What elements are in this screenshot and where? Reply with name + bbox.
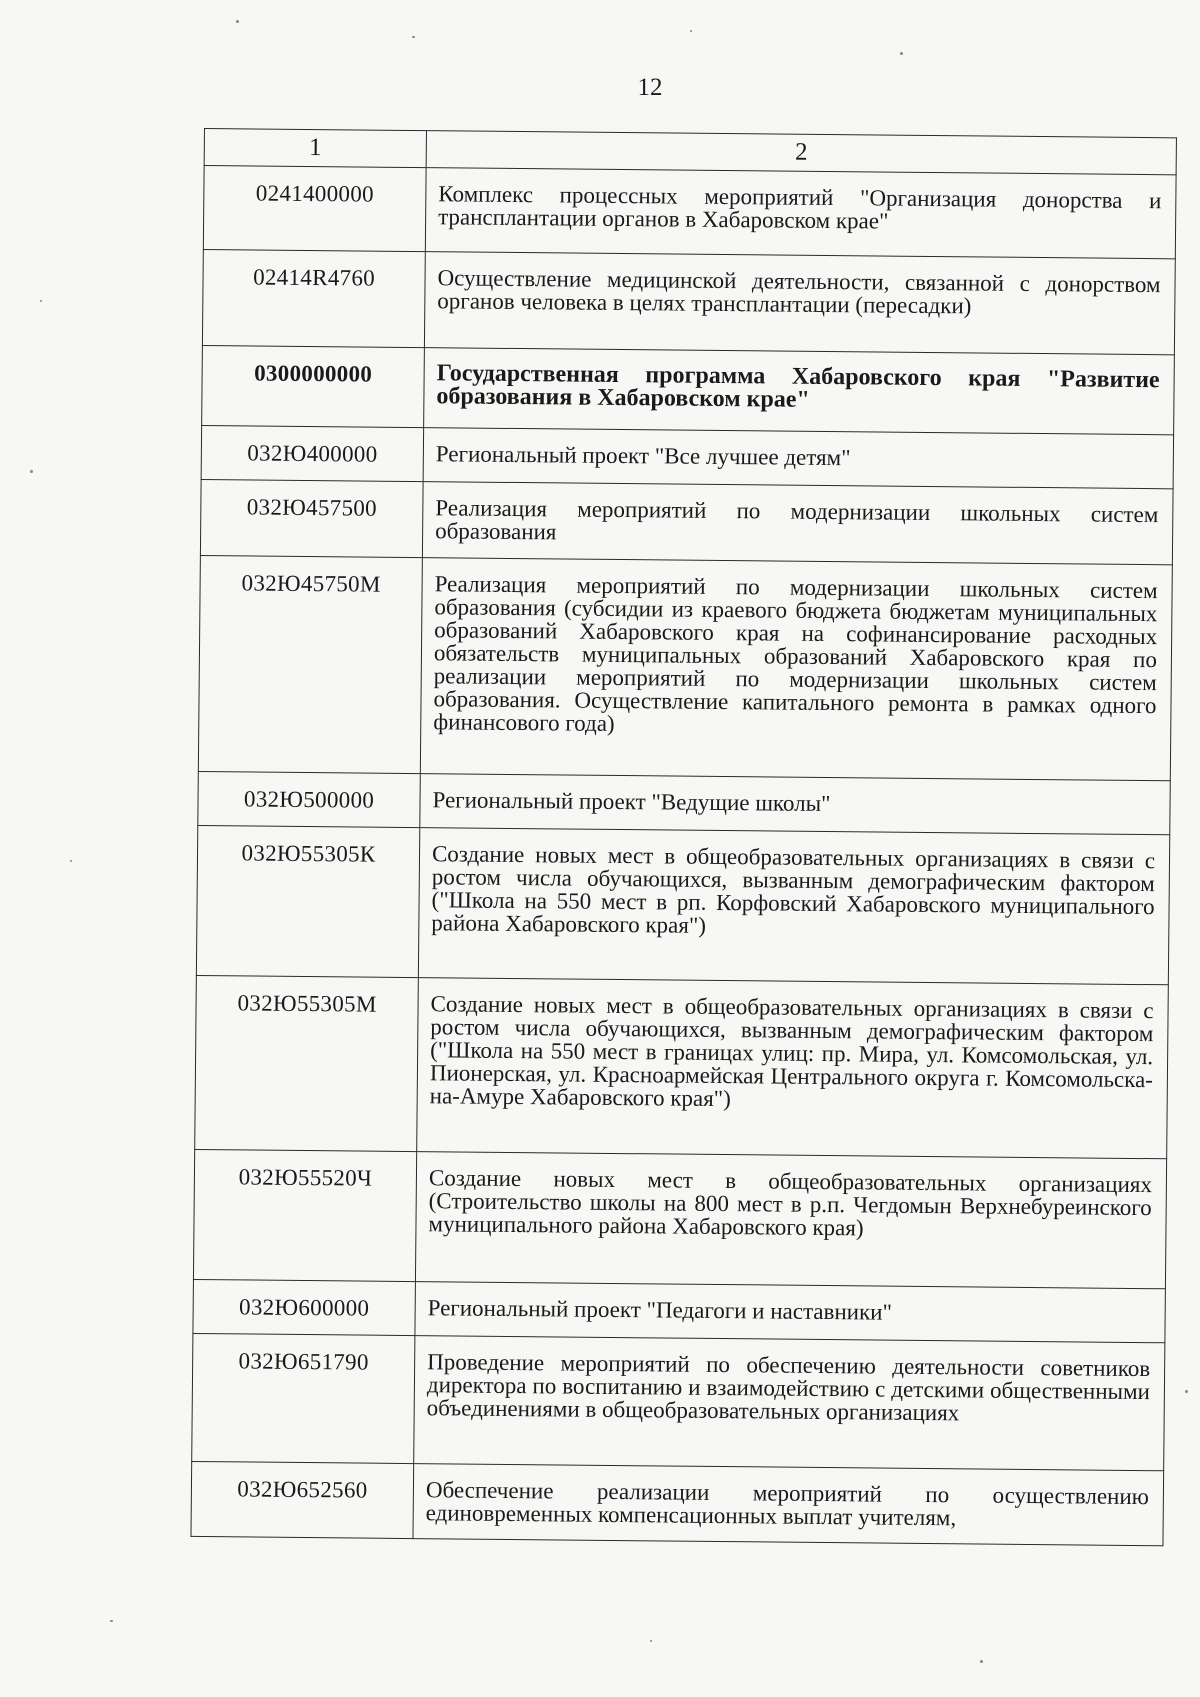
row-code: 0241400000 (203, 166, 426, 252)
scan-speck (650, 1640, 652, 1642)
row-code: 032Ю500000 (198, 771, 421, 827)
column-header-code: 1 (204, 129, 426, 168)
table-row (193, 1279, 1165, 1342)
row-name: Комплекс процессных мероприятий "Организация донорства и трансплантации органов в Хабаровском крае" (425, 168, 1176, 259)
table-row (201, 425, 1173, 488)
table-row (202, 249, 1175, 354)
table-row (203, 166, 1176, 259)
table-row (198, 771, 1170, 834)
row-name: Региональный проект "Ведущие школы" (420, 774, 1170, 835)
row-name: Региональный проект "Все лучшее детям" (423, 428, 1173, 489)
row-code: 032Ю55305К (196, 825, 419, 977)
table-row (198, 555, 1172, 780)
scan-speck (110, 1620, 113, 1622)
scan-speck (1185, 1390, 1188, 1393)
column-header-name: 2 (426, 131, 1176, 175)
row-code: 032Ю45750М (198, 555, 422, 773)
table-row-program (202, 345, 1175, 434)
row-code: 032Ю400000 (201, 425, 424, 481)
row-name: Проведение мероприятий по обеспечению деятельности советников директора по воспитанию и взаимодействию с детскими общественными объединениями в общеобразовательных организациях (414, 1336, 1165, 1471)
table-row (195, 975, 1169, 1158)
scan-speck (40, 300, 42, 302)
row-name: Обеспечение реализации мероприятий по осуществлению единовременных компенсационных выплат учителям, (413, 1464, 1164, 1546)
table-row (193, 1149, 1166, 1288)
scan-speck (900, 52, 903, 55)
row-name: Реализация мероприятий по модернизации школьных систем образования (422, 482, 1173, 565)
page-number: 12 (637, 74, 663, 101)
scan-speck (980, 1660, 983, 1663)
scan-speck (70, 860, 72, 862)
scan-speck (30, 470, 33, 473)
table-row (191, 1461, 1164, 1545)
row-code: 032Ю600000 (193, 1279, 416, 1335)
table-row (200, 479, 1173, 564)
row-code: 032Ю55520Ч (193, 1149, 416, 1281)
row-name: Государственная программа Хабаровского края "Развитие образования в Хабаровском крае" (424, 348, 1175, 435)
row-code: 032Ю651790 (192, 1333, 415, 1463)
budget-classification-table (190, 128, 1176, 1546)
row-name: Создание новых мест в общеобразовательных организациях в связи с ростом числа обучающихся, вызванным демографическим фактором ("Школа на 550 мест в рп. Корфовский Хабаровского муниципального района Хабаровского края") (418, 828, 1169, 985)
row-code: 02414R4760 (202, 249, 425, 347)
row-name: Региональный проект "Педагоги и наставники" (415, 1282, 1165, 1343)
scan-speck (690, 30, 692, 32)
row-code: 032Ю55305М (195, 975, 419, 1151)
table-row (196, 825, 1169, 984)
table-row (192, 1333, 1165, 1470)
row-name: Создание новых мест в общеобразовательных организациях (Строительство школы на 800 мест в р.п. Чегдомын Верхнебуреинского муниципального района Хабаровского края) (415, 1152, 1166, 1289)
row-name: Осуществление медицинской деятельности, связанной с донорством органов человека в целях трансплантации (пересадки) (424, 252, 1175, 355)
row-name: Реализация мероприятий по модернизации школьных систем образования (субсидии из краевого бюджета бюджетам муниципальных образований Хабаровского края на софинансирование расходных обязательств муниципальных образований Хабаровского края по реализации мероприятий по модернизации школьных систем образования. Осуществление капитального ремонта в рамках одного финансового года) (420, 558, 1172, 781)
row-name: Создание новых мест в общеобразовательных организациях в связи с ростом числа обучающихся, вызванным демографическим фактором ("Школа на 550 мест в границах улиц: пр. Мира, ул. Комсомольская, ул. Пионерская, ул. Красноармейская Центрального округа г. Комсомольска-на-Амуре Хабаровского края") (417, 978, 1169, 1159)
row-code: 032Ю652560 (191, 1461, 414, 1538)
row-code: 0300000000 (202, 345, 425, 427)
scan-speck (236, 20, 239, 23)
scan-speck (412, 36, 415, 38)
row-code: 032Ю457500 (200, 479, 423, 557)
